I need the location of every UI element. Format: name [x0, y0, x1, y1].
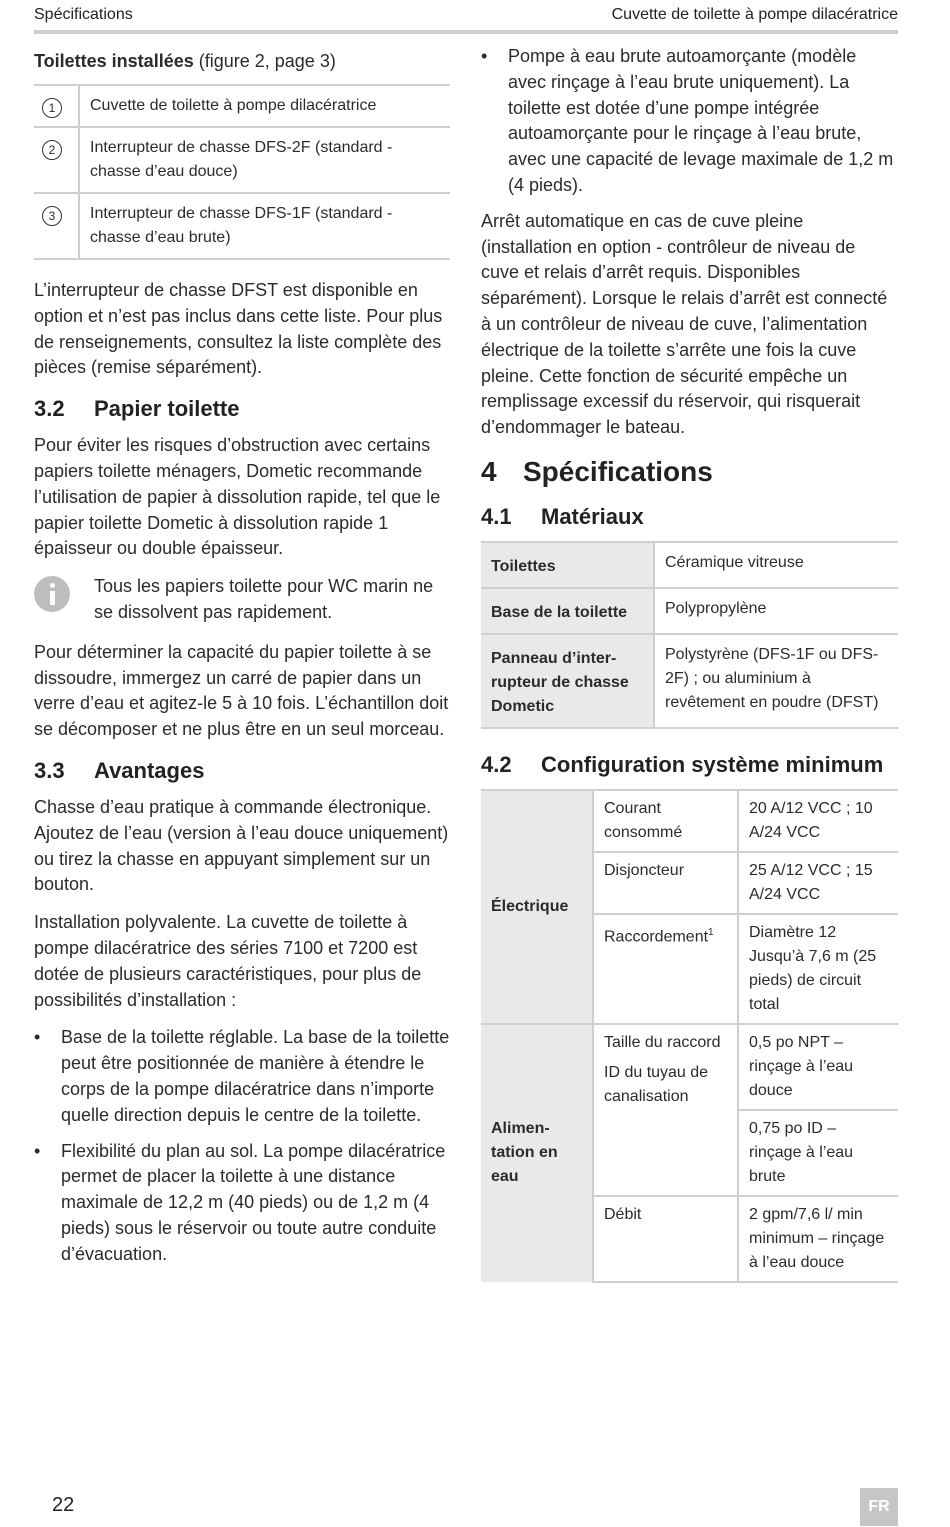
- table-row: [34, 127, 450, 193]
- header-rule: [34, 30, 898, 34]
- list-item: • Pompe à eau brute autoamorçante (modèle avec rinçage à l’eau brute uniquement). La toilette est dotée d’une pompe intégrée autoamorçante pour le rinçage à l’eau brute, avec une capacité de levage maximale de 1,2 m (4 pieds).: [481, 44, 898, 199]
- part-text: Interrupteur de chasse DFS-2F (standard - chasse d’eau douce): [79, 127, 450, 193]
- table-row: [481, 542, 898, 588]
- param-label: [593, 1024, 738, 1196]
- section-3-2-heading: [34, 395, 450, 423]
- part-number: 3: [42, 206, 62, 226]
- pipe-id-label: ID du tuyau de canalisation: [604, 1063, 709, 1105]
- param-value: 25 A/12 VCC ; 15 A/24 VCC: [738, 852, 898, 914]
- header-product: Cuvette de toilette à pompe dilacératrice: [611, 6, 898, 23]
- table-row: [34, 193, 450, 259]
- list-item: • Flexibilité du plan au sol. La pompe dilacératrice permet de placer la toilette à une distance maximale de 12,2 m (40 pieds) ou de 1,2 m (4 pieds) sous le réservoir ou toute autre conduite d’évacuation.: [34, 1139, 450, 1268]
- materials-table: [481, 541, 898, 729]
- part-text: Interrupteur de chasse DFS-1F (standard - chasse d’eau brute): [79, 193, 450, 259]
- param-label: [593, 914, 738, 1024]
- section-title: Spécifications: [523, 455, 713, 487]
- part-number: 1: [42, 98, 62, 118]
- material-key: Base de la toilette: [481, 588, 654, 634]
- installed-title: Toilettes installées: [34, 51, 194, 71]
- table-row: [481, 790, 898, 852]
- paper-paragraph-2: Pour déterminer la capacité du papier toilette à se dissoudre, immergez un carré de papier dans un verre d’eau et agitez-le 5 à 10 fois. L’échantillon doit se décomposer et ne plus être en un seul morceau.: [34, 641, 449, 740]
- language-badge: FR: [860, 1488, 898, 1526]
- connection-label: Raccordement: [604, 928, 709, 946]
- section-4-heading: [481, 455, 898, 489]
- advantages-paragraph-2: Installation polyvalente. La cuvette de toilette à pompe dilacératrice des séries 7100 et 7200 est dotée de plusieurs caractéristiques, pour plus de possibilités d’installation :: [34, 912, 422, 1010]
- header-section: Spécifications: [34, 6, 133, 23]
- section-title: Configuration système minimum: [541, 751, 884, 777]
- list-item: • Base de la toilette réglable. La base de la toilette peut être positionnée de manière à étendre le corps de la pompe dilacératrice dans n’importe quelle direction depuis le centre de la toilette.: [34, 1025, 450, 1128]
- section-3-3-heading: [34, 757, 450, 785]
- part-number: 2: [42, 140, 62, 160]
- param-value: Diamètre 12 Jusqu’à 7,6 m (25 pieds) de circuit total: [738, 914, 898, 1024]
- system-config-table: [481, 789, 898, 1283]
- right-column: [481, 44, 898, 1283]
- section-title: Papier toilette: [94, 396, 240, 422]
- part-number-cell: [34, 127, 79, 193]
- table-row: [481, 634, 898, 728]
- page-number: 22: [52, 1494, 75, 1516]
- info-icon: [34, 576, 70, 612]
- section-number: 3.3: [34, 757, 65, 783]
- left-column: [34, 44, 450, 1278]
- part-text: Cuvette de toilette à pompe dilacératrice: [79, 85, 450, 127]
- section-number: 4.1: [481, 503, 512, 529]
- material-key: Panneau d’inter-rupteur de chasse Dometic: [481, 634, 654, 728]
- material-key: Toilettes: [481, 542, 654, 588]
- param-label: Disjoncteur: [593, 852, 738, 914]
- param-label: Courant consommé: [593, 790, 738, 852]
- page-header: [34, 6, 898, 28]
- section-number: 3.2: [34, 396, 65, 422]
- info-note: [34, 574, 450, 626]
- advantages-list: [34, 1025, 450, 1267]
- section-number: 4: [481, 455, 497, 487]
- auto-stop-paragraph: Arrêt automatique en cas de cuve pleine (installation en option - contrôleur de niveau de cuve et relais d’arrêt requis. Disponibles séparément). Lorsque le relais d’arrêt est connecté à un contrôleur de niveau de cuve, l’alimentation électrique de la toilette s’arrête une fois la cuve pleine. Cette fonction de sécurité empêche un remplissage excessif du réservoir, qui risquerait d’endommager le bateau.: [481, 210, 888, 438]
- material-value: Polypropylène: [654, 588, 898, 634]
- param-value: 0,75 po ID – rinçage à l’eau brute: [738, 1110, 898, 1196]
- table-row: [481, 1024, 898, 1110]
- section-4-1-heading: [481, 503, 898, 531]
- param-value: 20 A/12 VCC ; 10 A/24 VCC: [738, 790, 898, 852]
- water-group-label: Alimen-tation en eau: [481, 1024, 593, 1282]
- installed-ref: (figure 2, page 3): [193, 51, 336, 71]
- param-label: Débit: [593, 1196, 738, 1282]
- table-row: [481, 588, 898, 634]
- parts-table: [34, 84, 450, 260]
- advantages-paragraph-1: Chasse d’eau pratique à commande électronique. Ajoutez de l’eau (version à l’eau douce uniquement) ou tirez la chasse en appuyant simplement sur un bouton.: [34, 796, 449, 895]
- table-row: [34, 85, 450, 127]
- info-note-text: Tous les papiers toilette pour WC marin ne se dissolvent pas rapidement.: [94, 576, 434, 622]
- paper-paragraph-1: Pour éviter les risques d’obstruction avec certains papiers toilette ménagers, Dometic recommande l’utilisation de papier à dissolution rapide, tel que le papier toilette Dometic à dissolution rapide 1 épaisseur ou double épaisseur.: [34, 435, 441, 559]
- section-title: Matériaux: [541, 503, 644, 529]
- footnote-marker: 1: [708, 926, 714, 938]
- material-value: Polystyrène (DFS-1F ou DFS-2F) ; ou aluminium à revêtement en poudre (DFST): [654, 634, 898, 728]
- section-number: 4.2: [481, 751, 512, 777]
- dfst-note: L’interrupteur de chasse DFST est disponible en option et n’est pas inclus dans cette liste. Pour plus de renseignements, consultez la liste complète des pièces (remise séparément).: [34, 280, 443, 378]
- section-4-2-heading: [481, 751, 898, 779]
- electrical-group-label: Électrique: [481, 790, 593, 1024]
- section-title: Avantages: [94, 757, 205, 783]
- installed-heading: [34, 48, 450, 74]
- part-number-cell: [34, 193, 79, 259]
- fitting-size-label: Taille du raccord: [604, 1033, 721, 1051]
- param-value: 0,5 po NPT – rinçage à l’eau douce: [738, 1024, 898, 1110]
- pump-list: [481, 44, 898, 199]
- part-number-cell: [34, 85, 79, 127]
- param-value: 2 gpm/7,6 l/ min minimum – rinçage à l’eau douce: [738, 1196, 898, 1282]
- material-value: Céramique vitreuse: [654, 542, 898, 588]
